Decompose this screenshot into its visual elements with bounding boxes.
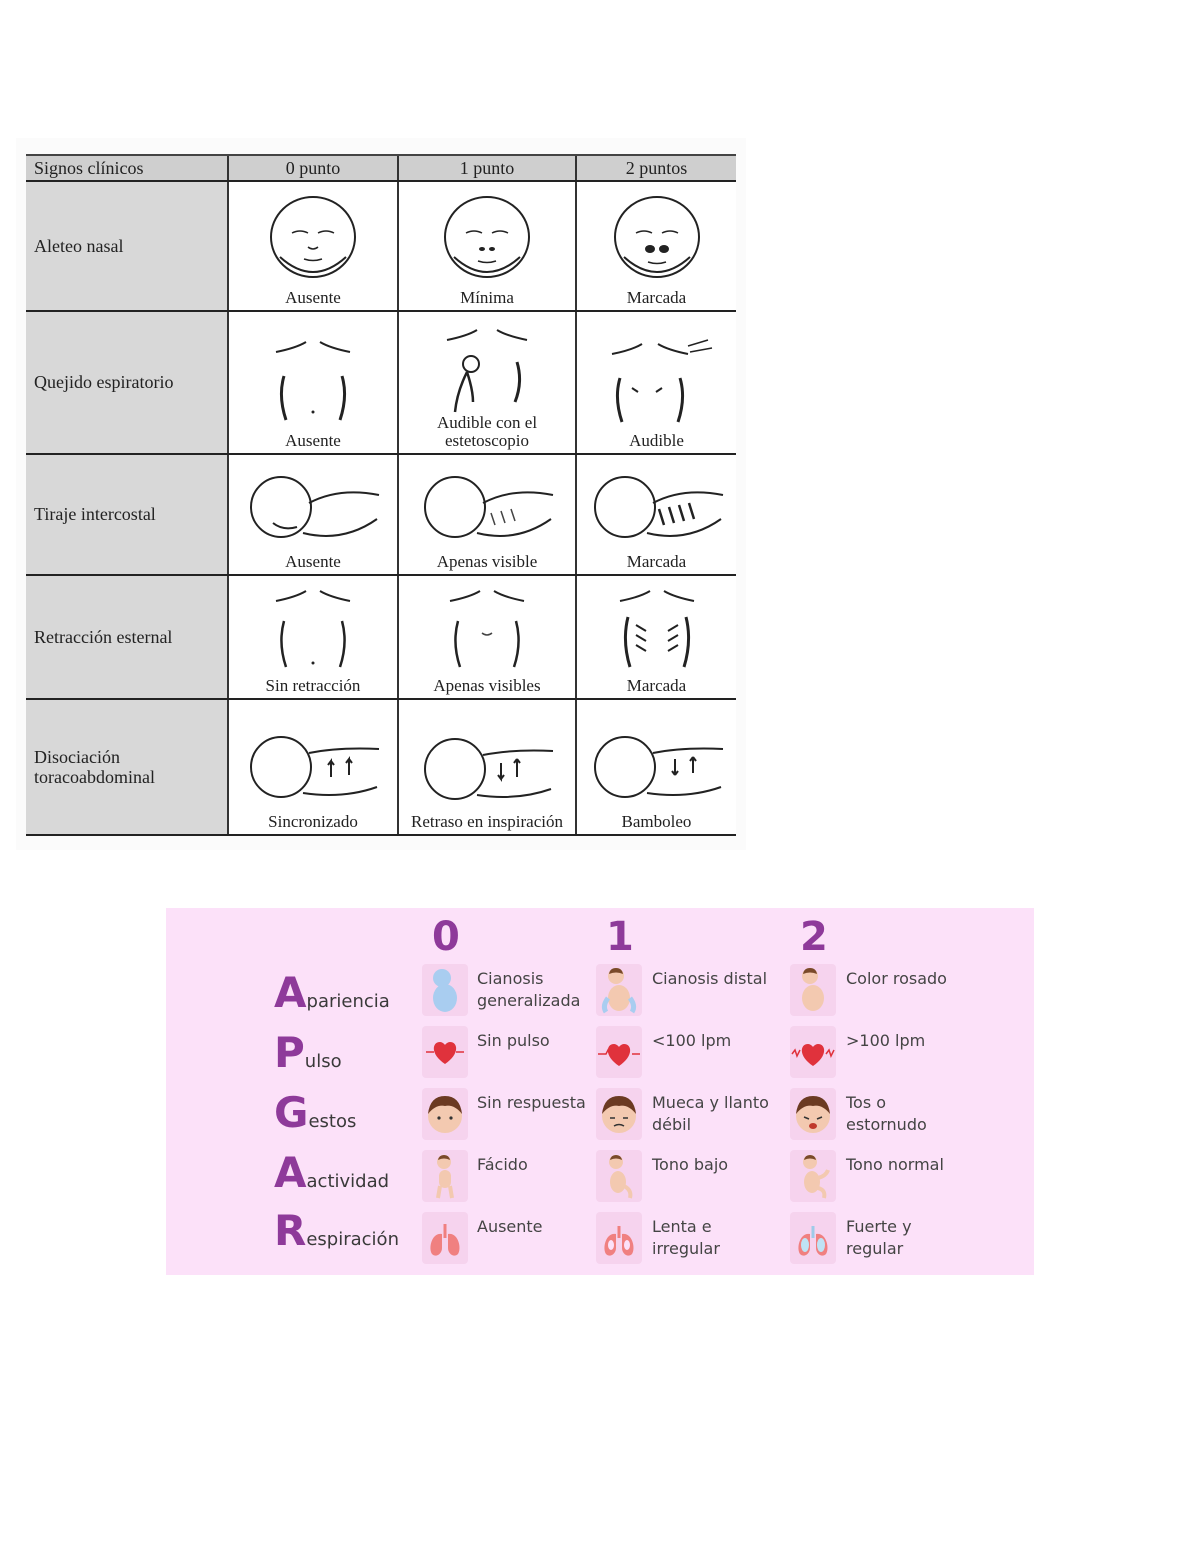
cell-caption: Audible con el estetoscopio <box>436 413 538 450</box>
baby-lying-illustration <box>243 463 383 553</box>
cell-caption: Ausente <box>285 431 341 450</box>
lungs-strong-icon <box>790 1212 836 1264</box>
cell-caption: Mínima <box>460 288 514 307</box>
torso-illustration <box>258 581 368 677</box>
cell-caption: Audible <box>629 431 684 450</box>
baby-lying-illustration <box>417 463 557 553</box>
silverman-table <box>26 154 736 836</box>
apgar-cell: Tono bajo <box>652 1155 729 1174</box>
apgar-cell: Sin respuesta <box>477 1093 586 1112</box>
table-row <box>26 454 736 575</box>
lungs-irregular-icon <box>596 1212 642 1264</box>
apgar-row-label-apariencia: Apariencia <box>274 968 390 1017</box>
apgar-row-label-respiracion: Respiración <box>274 1206 399 1255</box>
apgar-cell: Cianosis generalizada <box>477 969 581 1010</box>
apgar-row-label-pulso: Pulso <box>274 1028 342 1077</box>
apgar-cell: Cianosis distal <box>652 969 768 988</box>
row-label: Retracción esternal <box>26 575 228 699</box>
apgar-cell: Fuerte y regular <box>846 1217 912 1258</box>
baby-face-illustration <box>432 189 542 289</box>
pink-baby-icon <box>790 964 836 1016</box>
row-label: Tiraje intercostal <box>26 454 228 575</box>
baby-limp-icon <box>422 1150 468 1202</box>
table-row <box>26 311 736 454</box>
heart-fast-icon <box>790 1026 836 1078</box>
table-row <box>26 699 736 835</box>
apgar-cell: Color rosado <box>846 969 947 988</box>
apgar-score-panel <box>166 908 1034 1275</box>
torso-retraction-illustration <box>602 581 712 677</box>
cell-caption: Apenas visible <box>436 552 538 571</box>
apgar-cell: Ausente <box>477 1217 543 1236</box>
baby-normal-tone-icon <box>790 1150 836 1202</box>
baby-low-tone-icon <box>596 1150 642 1202</box>
apgar-cell: <100 lpm <box>652 1031 732 1050</box>
baby-face-illustration <box>602 189 712 289</box>
cell-caption: Ausente <box>285 288 341 307</box>
apgar-cell: Lenta e irregular <box>652 1217 720 1258</box>
apgar-cell: Tono normal <box>846 1155 944 1174</box>
stethoscope-torso-illustration <box>427 322 547 414</box>
cell-caption: Marcada <box>626 676 687 695</box>
cell-caption: Apenas visibles <box>433 676 541 695</box>
header-signs: Signos clínicos <box>26 155 228 181</box>
apgar-cell: >100 lpm <box>846 1031 926 1050</box>
silverman-table-panel <box>16 138 746 850</box>
apgar-row-label-gestos: Gestos <box>274 1088 357 1137</box>
baby-lying-arrows-illustration <box>243 723 383 813</box>
table-row <box>26 181 736 311</box>
cell-caption: Marcada <box>626 288 687 307</box>
baby-lying-arrows-illustration <box>417 729 557 813</box>
heart-flat-icon <box>422 1026 468 1078</box>
baby-face-crying-icon <box>790 1088 836 1140</box>
row-label: Aleteo nasal <box>26 181 228 311</box>
baby-face-neutral-icon <box>422 1088 468 1140</box>
table-row <box>26 575 736 699</box>
cyanotic-baby-icon <box>422 964 468 1016</box>
heart-slow-icon <box>596 1026 642 1078</box>
row-label: Disociación toracoabdominal <box>26 699 228 835</box>
apgar-cell: Mueca y llanto débil <box>652 1093 769 1134</box>
cell-caption: Sin retracción <box>265 676 361 695</box>
row-label: Quejido espiratorio <box>26 311 228 454</box>
score-header-1: 1 <box>606 914 634 960</box>
cell-caption: Ausente <box>285 552 341 571</box>
table-header-row <box>26 155 736 181</box>
baby-face-grimace-icon <box>596 1088 642 1140</box>
apgar-cell: Fácido <box>477 1155 528 1174</box>
partial-cyanosis-baby-icon <box>596 964 642 1016</box>
cell-caption: Retraso en inspiración <box>410 812 563 831</box>
header-score-2: 2 puntos <box>576 155 736 181</box>
cell-caption: Bamboleo <box>621 812 692 831</box>
apgar-cell: Tos o estornudo <box>846 1093 927 1134</box>
baby-lying-illustration <box>587 463 727 553</box>
cell-caption: Marcada <box>626 552 687 571</box>
score-header-2: 2 <box>800 914 828 960</box>
score-header-0: 0 <box>432 914 460 960</box>
lungs-absent-icon <box>422 1212 468 1264</box>
baby-face-illustration <box>258 189 368 289</box>
torso-illustration <box>432 581 542 677</box>
apgar-row-label-actividad: Aactividad <box>274 1148 390 1197</box>
header-score-0: 0 punto <box>228 155 398 181</box>
apgar-cell: Sin pulso <box>477 1031 550 1050</box>
baby-lying-arrows-illustration <box>587 723 727 813</box>
torso-grunting-illustration <box>592 332 722 432</box>
torso-illustration <box>258 332 368 432</box>
cell-caption: Sincronizado <box>268 812 358 831</box>
header-score-1: 1 punto <box>398 155 576 181</box>
